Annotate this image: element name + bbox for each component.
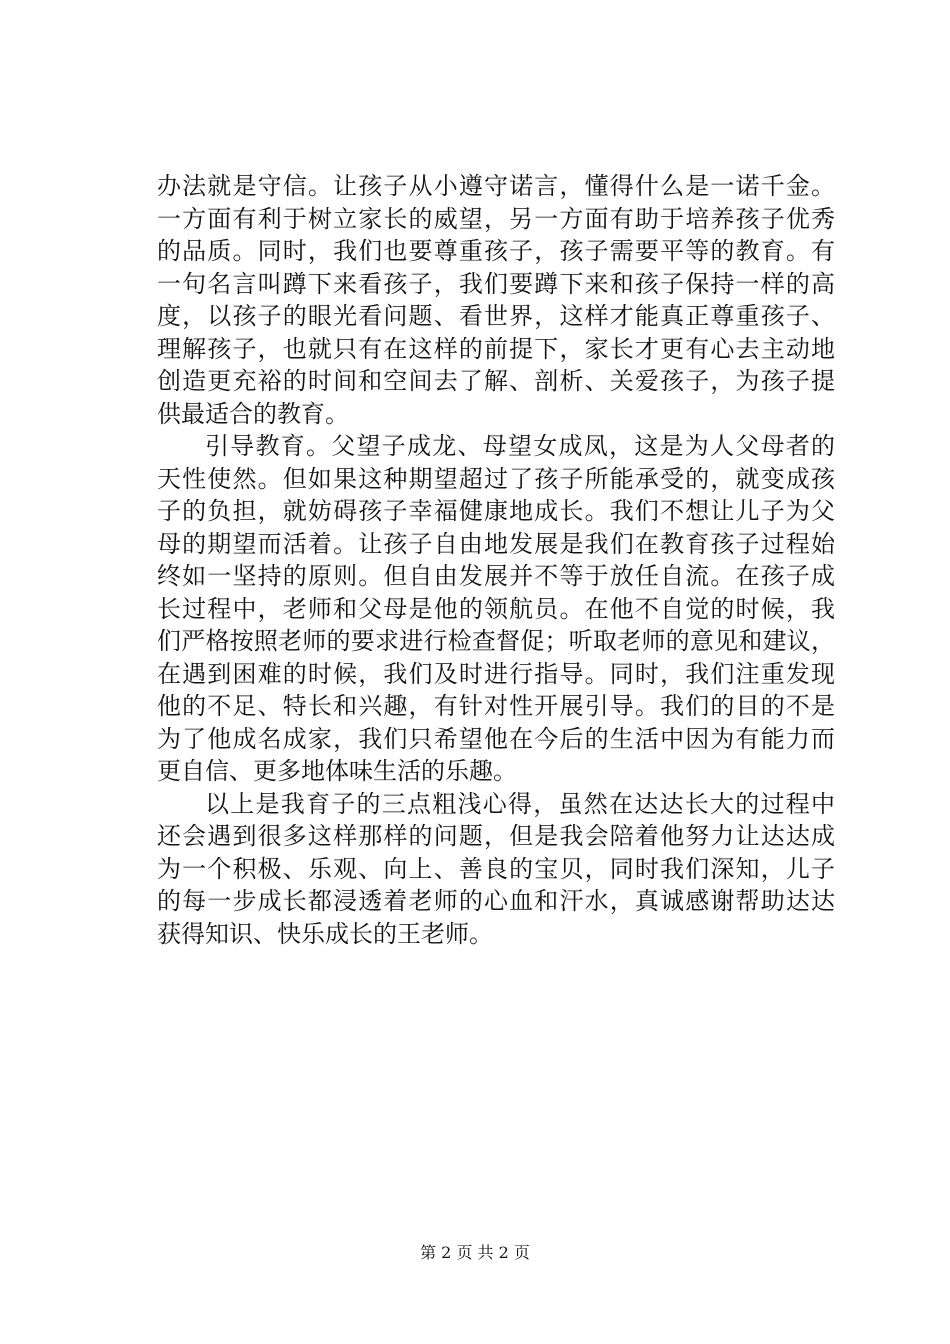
paragraph-line: 以上是我育子的三点粗浅心得，虽然在达达长大的过程中 (205, 789, 835, 818)
paragraph-line: 一句名言叫蹲下来看孩子，我们要蹲下来和孩子保持一样的高 (157, 269, 835, 298)
paragraph-line: 创造更充裕的时间和空间去了解、剖析、关爱孩子，为孩子提 (157, 367, 835, 395)
paragraph-line: 终如一坚持的原则。但自由发展并不等于放任自流。在孩子成 (157, 562, 835, 590)
paragraph-line: 在遇到困难的时候，我们及时进行指导。同时，我们注重发现 (157, 659, 835, 688)
paragraph-line: 天性使然。但如果这种期望超过了孩子所能承受的，就变成孩 (157, 464, 835, 493)
paragraph-line: 子的负担，就妨碍孩子幸福健康地成长。我们不想让儿子为父 (157, 497, 835, 525)
paragraph-line: 长过程中，老师和父母是他的领航员。在他不自觉的时候，我 (157, 594, 835, 623)
paragraph-line: 还会遇到很多这样那样的问题，但是我会陪着他努力让达达成 (157, 822, 835, 850)
paragraph-line: 获得知识、快乐成长的王老师。 (157, 919, 493, 948)
paragraph-line: 为了他成名成家，我们只希望他在今后的生活中因为有能力而 (157, 724, 835, 753)
page-number-footer: 第 2 页 共 2 页 (420, 1243, 530, 1262)
paragraph-line: 度，以孩子的眼光看问题、看世界，这样才能真正尊重孩子、 (157, 302, 835, 330)
paragraph-line: 供最适合的教育。 (157, 399, 349, 428)
paragraph-line: 理解孩子，也就只有在这样的前提下，家长才更有心去主动地 (157, 334, 835, 363)
paragraph-line: 更自信、更多地体味生活的乐趣。 (157, 757, 517, 785)
paragraph-line: 一方面有利于树立家长的威望，另一方面有助于培养孩子优秀 (157, 204, 835, 233)
paragraph-line: 们严格按照老师的要求进行检查督促；听取老师的意见和建议， (157, 627, 835, 655)
paragraph-line: 办法就是守信。让孩子从小遵守诺言，懂得什么是一诺千金。 (157, 172, 835, 200)
paragraph-line: 他的不足、特长和兴趣，有针对性开展引导。我们的目的不是 (157, 692, 835, 720)
paragraph-line: 的品质。同时，我们也要尊重孩子，孩子需要平等的教育。有 (157, 237, 835, 265)
paragraph-line: 母的期望而活着。让孩子自由地发展是我们在教育孩子过程始 (157, 529, 835, 558)
document-body (157, 170, 835, 950)
paragraph-line: 的每一步成长都浸透着老师的心血和汗水，真诚感谢帮助达达 (157, 887, 835, 915)
paragraph-line: 引导教育。父望子成龙、母望女成凤，这是为人父母者的 (205, 432, 835, 460)
paragraph-line: 为一个积极、乐观、向上、善良的宝贝，同时我们深知，儿子 (157, 854, 835, 883)
